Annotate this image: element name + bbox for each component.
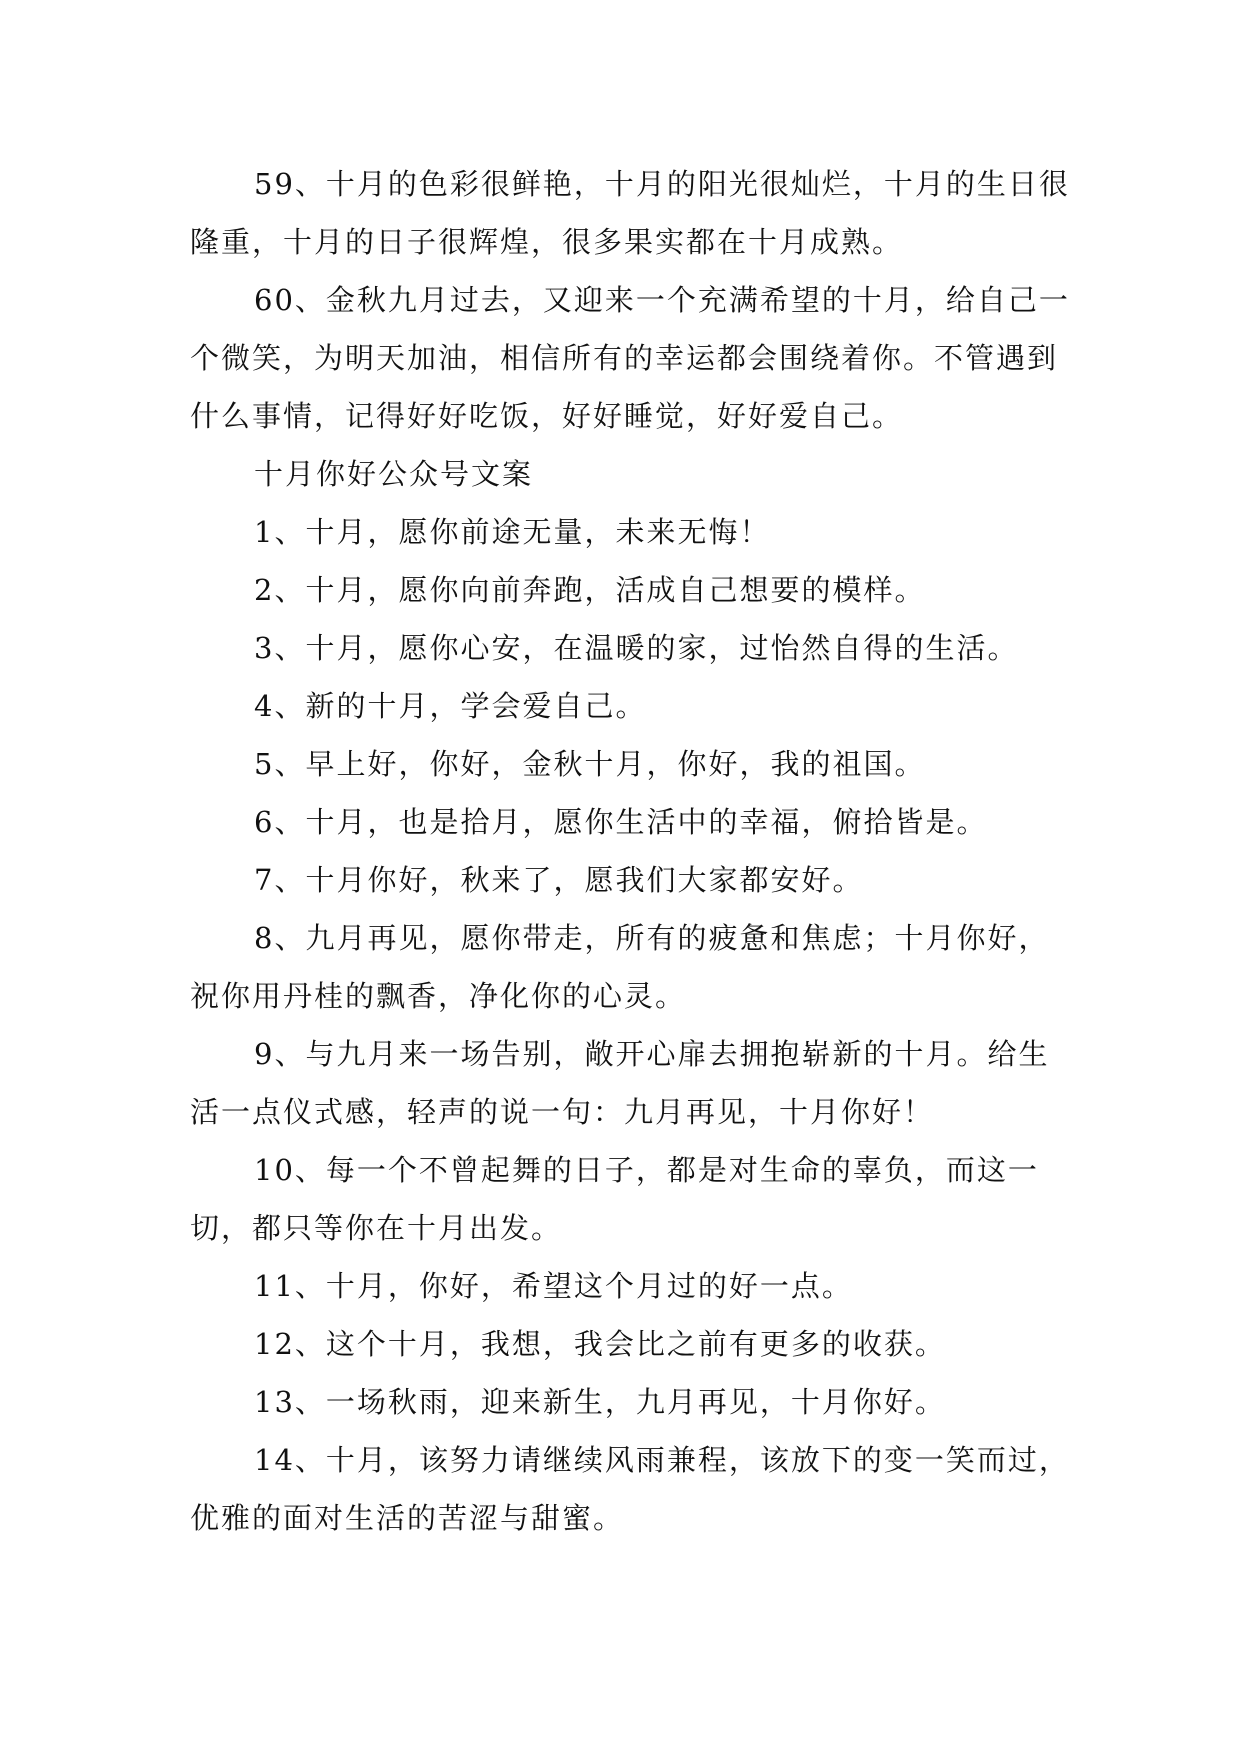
list-item-12: 12、这个十月，我想，我会比之前有更多的收获。	[254, 1327, 946, 1361]
paragraph-60: 60、金秋九月过去，又迎来一个充满希望的十月，给自己一个微笑，为明天加油，相信所有的幸运都会围绕着你。不管遇到什么事情，记得好好吃饭，好好睡觉，好好爱自己。	[190, 283, 1070, 433]
list-item-9: 9、与九月来一场告别，敞开心扉去拥抱崭新的十月。给生活一点仪式感，轻声的说一句：九月再见，十月你好！	[190, 1037, 1050, 1129]
list-item-4: 4、新的十月，学会爱自己。	[254, 689, 647, 723]
list-item-14: 14、十月，该努力请继续风雨兼程，该放下的变一笑而过，优雅的面对生活的苦涩与甜蜜。	[190, 1443, 1070, 1535]
paragraph-59: 59、十月的色彩很鲜艳，十月的阳光很灿烂，十月的生日很隆重，十月的日子很辉煌，很多果实都在十月成熟。	[190, 167, 1070, 259]
list-item-3: 3、十月，愿你心安，在温暖的家，过怡然自得的生活。	[254, 631, 1019, 665]
list-item-13: 13、一场秋雨，迎来新生，九月再见，十月你好。	[254, 1385, 946, 1419]
section-heading: 十月你好公众号文案	[254, 457, 534, 491]
list-item-10: 10、每一个不曾起舞的日子，都是对生命的辜负，而这一切，都只等你在十月出发。	[190, 1153, 1039, 1245]
list-item-8: 8、九月再见，愿你带走，所有的疲惫和焦虑；十月你好，祝你用丹桂的飘香，净化你的心灵。	[190, 921, 1050, 1013]
document-body	[190, 155, 1070, 1547]
list-item-5: 5、早上好，你好，金秋十月，你好，我的祖国。	[254, 747, 926, 781]
list-item-11: 11、十月，你好，希望这个月过的好一点。	[254, 1269, 853, 1303]
list-item-7: 7、十月你好，秋来了，愿我们大家都安好。	[254, 863, 864, 897]
list-item-6: 6、十月，也是拾月，愿你生活中的幸福，俯拾皆是。	[254, 805, 988, 839]
list-item-2: 2、十月，愿你向前奔跑，活成自己想要的模样。	[254, 573, 926, 607]
list-item-1: 1、十月，愿你前途无量，未来无悔！	[254, 515, 771, 549]
